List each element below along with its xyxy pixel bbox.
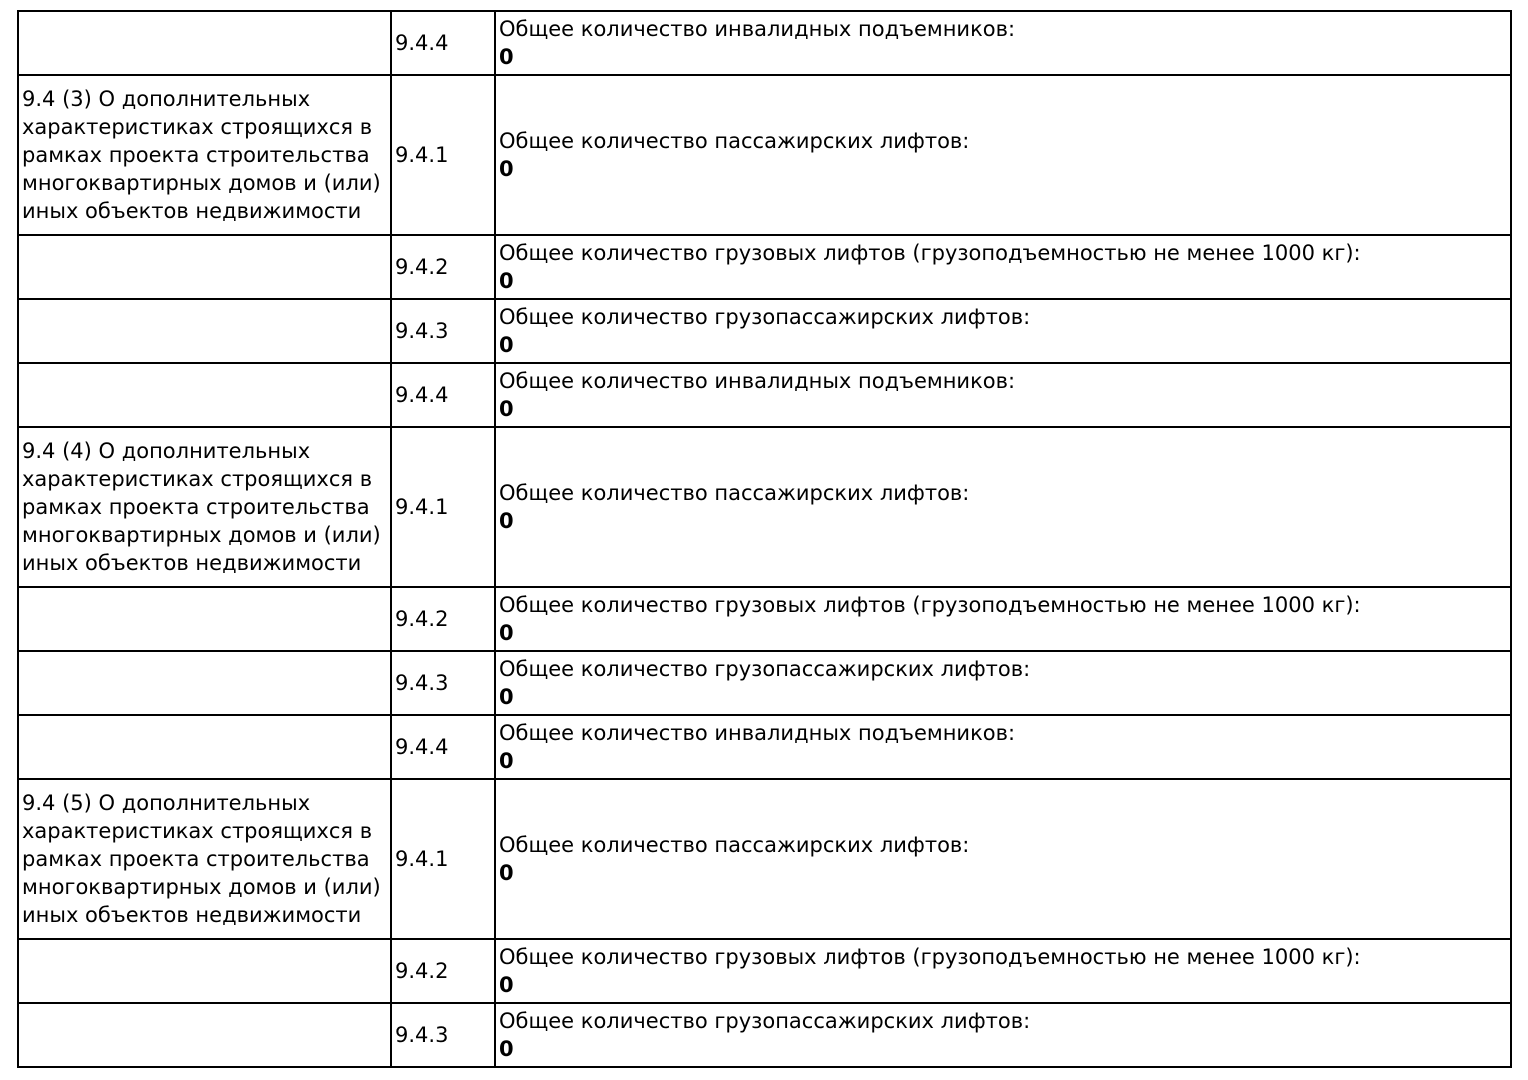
- item-label: Общее количество инвалидных подъемников:: [499, 721, 1016, 745]
- item-cell: [495, 651, 1511, 715]
- item-label: Общее количество грузопассажирских лифтов:: [499, 305, 1031, 329]
- item-label: Общее количество инвалидных подъемников:: [499, 369, 1016, 393]
- item-code-cell: 9.4.1: [391, 75, 495, 235]
- section-title-cell: 9.4 (4) О дополнительных характеристиках строящихся в рамках проекта строительства многоквартирных домов и (или) иных объектов недвижимости: [18, 427, 391, 587]
- item-label: Общее количество грузопассажирских лифтов:: [499, 657, 1031, 681]
- table-row: [18, 651, 1511, 715]
- item-cell: [495, 11, 1511, 75]
- table-row: [18, 939, 1511, 1003]
- section-title-cell: [18, 235, 391, 299]
- item-code-cell: 9.4.4: [391, 715, 495, 779]
- item-value: 0: [499, 973, 514, 997]
- item-value: 0: [499, 157, 514, 181]
- item-cell: [495, 587, 1511, 651]
- item-cell: [495, 235, 1511, 299]
- item-code-cell: 9.4.4: [391, 363, 495, 427]
- item-cell: [495, 715, 1511, 779]
- table-row: [18, 363, 1511, 427]
- item-cell: [495, 1003, 1511, 1067]
- item-cell: [495, 427, 1511, 587]
- item-cell: [495, 75, 1511, 235]
- item-label: Общее количество пассажирских лифтов:: [499, 481, 970, 505]
- item-code-cell: 9.4.1: [391, 427, 495, 587]
- section-title-cell: [18, 715, 391, 779]
- item-code-cell: 9.4.1: [391, 779, 495, 939]
- item-label: Общее количество грузопассажирских лифтов:: [499, 1009, 1031, 1033]
- section-title-cell: [18, 11, 391, 75]
- item-label: Общее количество пассажирских лифтов:: [499, 129, 970, 153]
- item-code-cell: 9.4.2: [391, 587, 495, 651]
- section-title-cell: 9.4 (5) О дополнительных характеристиках строящихся в рамках проекта строительства многоквартирных домов и (или) иных объектов недвижимости: [18, 779, 391, 939]
- item-cell: [495, 939, 1511, 1003]
- item-label: Общее количество грузовых лифтов (грузоподъемностью не менее 1000 кг):: [499, 241, 1361, 265]
- section-title-cell: [18, 363, 391, 427]
- section-title-cell: [18, 299, 391, 363]
- section-title-cell: [18, 587, 391, 651]
- item-value: 0: [499, 1037, 514, 1061]
- item-cell: [495, 299, 1511, 363]
- item-label: Общее количество пассажирских лифтов:: [499, 833, 970, 857]
- table-row: [18, 779, 1511, 939]
- item-label: Общее количество грузовых лифтов (грузоподъемностью не менее 1000 кг):: [499, 945, 1361, 969]
- table-row: [18, 75, 1511, 235]
- item-code-cell: 9.4.3: [391, 299, 495, 363]
- item-code-cell: 9.4.4: [391, 11, 495, 75]
- item-label: Общее количество инвалидных подъемников:: [499, 17, 1016, 41]
- item-cell: [495, 363, 1511, 427]
- item-value: 0: [499, 45, 514, 69]
- item-value: 0: [499, 397, 514, 421]
- section-title-cell: [18, 939, 391, 1003]
- item-code-cell: 9.4.2: [391, 235, 495, 299]
- item-code-cell: 9.4.3: [391, 651, 495, 715]
- item-cell: [495, 779, 1511, 939]
- project-declaration-table: [17, 10, 1512, 1068]
- section-title-cell: 9.4 (3) О дополнительных характеристиках строящихся в рамках проекта строительства многоквартирных домов и (или) иных объектов недвижимости: [18, 75, 391, 235]
- item-label: Общее количество грузовых лифтов (грузоподъемностью не менее 1000 кг):: [499, 593, 1361, 617]
- item-value: 0: [499, 269, 514, 293]
- item-value: 0: [499, 509, 514, 533]
- item-code-cell: 9.4.3: [391, 1003, 495, 1067]
- table-row: [18, 235, 1511, 299]
- item-value: 0: [499, 749, 514, 773]
- section-title-cell: [18, 1003, 391, 1067]
- item-value: 0: [499, 861, 514, 885]
- item-value: 0: [499, 333, 514, 357]
- table-row: [18, 11, 1511, 75]
- table-row: [18, 1003, 1511, 1067]
- section-title-cell: [18, 651, 391, 715]
- item-value: 0: [499, 685, 514, 709]
- item-value: 0: [499, 621, 514, 645]
- table-row: [18, 299, 1511, 363]
- table-row: [18, 587, 1511, 651]
- table-row: [18, 715, 1511, 779]
- table-row: [18, 427, 1511, 587]
- item-code-cell: 9.4.2: [391, 939, 495, 1003]
